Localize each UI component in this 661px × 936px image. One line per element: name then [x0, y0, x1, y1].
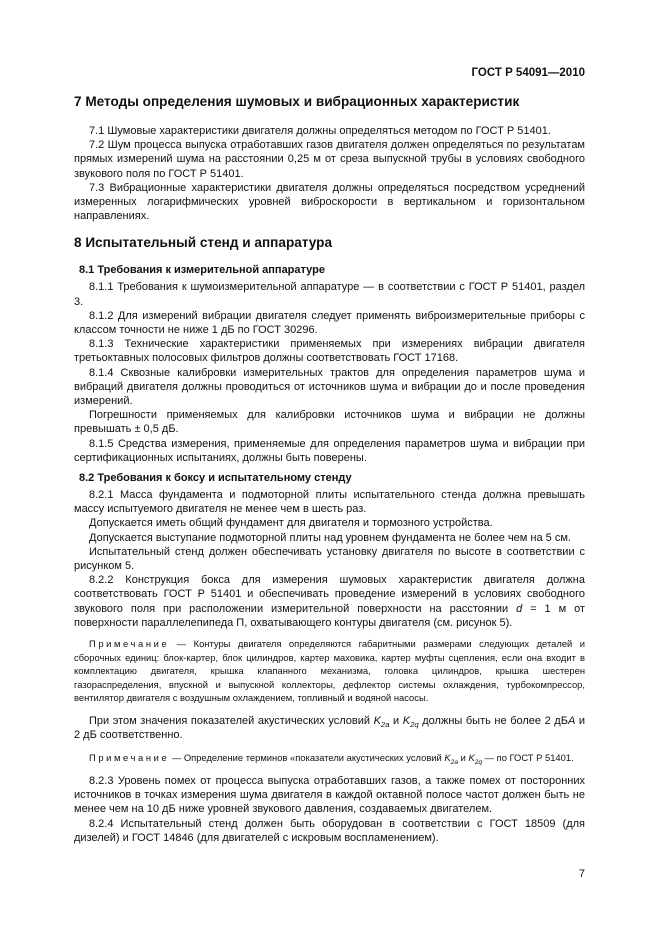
subsection-8-1-title: 8.1 Требования к измерительной аппаратуре — [79, 264, 325, 277]
symbol-k: K — [468, 752, 475, 764]
text: = 1 м от поверхности параллелепипеда П, охватывающего контуры двигателя (см. рисунок 5). — [74, 602, 586, 629]
paragraph-8-2-1-d: Испытательный стенд должен обеспечивать установку двигателя по высоте в соответствии с рисунком 5. — [74, 545, 585, 573]
document-page — [74, 0, 585, 901]
paragraph-8-1-4: 8.1.4 Сквозные калибровки измерительных трактов для определения параметров шума и вибраций двигателя должны проводиться от источников шума и вибрации до и после проведения измерений. — [74, 366, 585, 408]
paragraph-8-2-1: 8.2.1 Масса фундамента и подмоторной плиты испытательного стенда должна превышать массу испытуемого двигателя не менее чем в шесть раз. — [74, 489, 585, 516]
acoustic-conditions-paragraph — [74, 714, 585, 742]
paragraph-8-1-3: 8.1.3 Технические характеристики применяемых при измерениях вибрации двигателя третьоктавных полосовых фильтров должны соответствовать ГОСТ 17168. — [74, 338, 585, 365]
paragraph-8-1-2: 8.1.2 Для измерений вибрации двигателя следует применять виброизмерительные приборы с классом точности не ниже 1 дБ по ГОСТ 30296. — [74, 309, 585, 337]
text: При этом значения показателей акустических условий — [89, 715, 374, 728]
subsection-8-2-body-cont — [74, 774, 585, 845]
subscript: 2q — [410, 720, 419, 730]
note-acoustic-terms — [74, 751, 585, 765]
section-7-title: 7 Методы определения шумовых и вибрационных характеристик — [74, 94, 520, 109]
note-text: — Определение терминов «показатели акустических условий — [169, 752, 445, 764]
section-7-body — [74, 124, 585, 223]
symbol-k: K — [373, 715, 381, 728]
paragraph-8-2-1-b: Допускается иметь общий фундамент для двигателя и тормозного устройства. — [89, 517, 493, 530]
subscript: 2q — [474, 759, 483, 767]
note-text: — по ГОСТ Р 51401. — [482, 752, 574, 764]
text: и — [389, 715, 403, 728]
subscript: 2a — [380, 720, 390, 730]
document-code: ГОСТ Р 54091—2010 — [471, 67, 585, 79]
text: должны быть не более 2 дБ — [418, 715, 568, 728]
paragraph-8-1-1: 8.1.1 Требования к шумоизмерительной аппаратуре — в соответствии с ГОСТ Р 51401, раздел 3. — [74, 281, 585, 308]
paragraph-8-2-1-c: Допускается выступание подмоторной плиты над уровнем фундамента не более чем на 5 см. — [89, 531, 571, 544]
subsection-8-1-body — [74, 280, 585, 465]
note-label: Примечание — [89, 638, 170, 650]
paragraph-k2 — [74, 714, 585, 742]
note-label: Примечание — [89, 752, 170, 764]
paragraph-8-1-5: 8.1.5 Средства измерения, применяемые для определения параметров шума и вибрации при сертификационных испытаниях, должны быть поверены. — [74, 437, 585, 464]
note-text: — Контуры двигателя определяются габаритными размерами следующих деталей и сборочных единиц: блок-картер, блок цилиндров, картер маховика, картер муфты сцепления, если она входит в комплектацию двигателя, крышка клапанного механизма, головка цилиндров, крышка шестерен газораспределения, впускной и выпускной коллекторы, дефлектор системы охлаждения, турбокомпрессор, вентилятор двигателя с воздушным охлаждением, топливный и водяной насосы. — [74, 638, 585, 704]
paragraph-8-1-4-tolerance: Погрешности применяемых для калибровки источников шума и вибрации не должны превышать ± 0,5 дБ. — [74, 409, 585, 436]
text: и 2 дБ соответственно. — [74, 715, 585, 742]
text: и — [457, 752, 469, 764]
section-8-title: 8 Испытательный стенд и аппаратура — [74, 235, 333, 251]
paragraph-7-3: 7.3 Вибрационные характеристики двигателя должны определяться посредством усреднений измеренных логарифмических уровней виброскорости в вертикальном и горизонтальном направлениях. — [74, 181, 585, 223]
paragraph-8-2-4: 8.2.4 Испытательный стенд должен быть оборудован в соответствии с ГОСТ 18509 (для дизелей) и ГОСТ 14846 (для двигателей с искровым воспламенением). — [74, 817, 585, 844]
variable-d: d — [516, 602, 523, 615]
paragraph-7-1: 7.1 Шумовые характеристики двигателя должны определяться методом по ГОСТ Р 51401. — [89, 125, 551, 137]
paragraph-8-2-3: 8.2.3 Уровень помех от процесса выпуска отработавших газов, а также помех от посторонних источников в точках измерения шума двигателя в каждой октавной полосе частот должен быть не менее чем на 10 дБ ниже уровней звукового давления, создаваемых двигателем. — [74, 775, 585, 816]
symbol-k: K — [402, 715, 411, 728]
page-number: 7 — [578, 868, 585, 881]
subscript: 2a — [450, 759, 458, 767]
paragraph-7-2: 7.2 Шум процесса выпуска отработавших газов двигателя должен определяться по результатам прямых измерений шума на расстоянии 0,25 м от среза выпускной трубы в условиях свободного звукового поля по ГОСТ Р 51401. — [74, 139, 585, 180]
subsection-8-2-title: 8.2 Требования к боксу и испытательному стенду — [79, 472, 352, 485]
paragraph-8-2-2 — [74, 573, 585, 630]
text: 8.2.2 Конструкция бокса для измерения шумовых характеристик двигателя должна соответствовать ГОСТ Р 51401 и обеспечивать проведение измерений в условиях свободного звукового поля при расположении измерительной поверхности на расстоянии — [74, 574, 585, 615]
symbol-k: K — [444, 752, 451, 764]
subsection-8-2-body — [74, 488, 585, 630]
unit-a: A — [567, 715, 576, 728]
note-engine-contours — [74, 637, 585, 705]
